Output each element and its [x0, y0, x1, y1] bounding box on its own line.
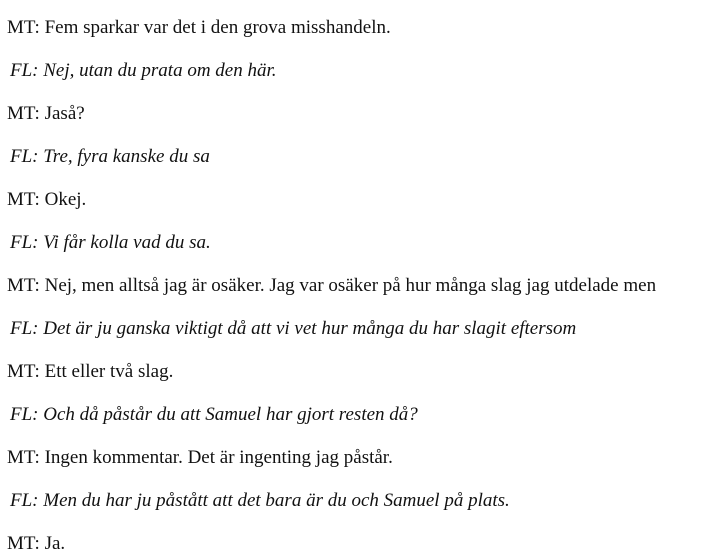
speaker-label: FL: — [10, 490, 39, 511]
speaker-label: FL: — [10, 146, 39, 167]
transcript-line-fl — [10, 143, 210, 171]
speaker-label: FL: — [10, 318, 39, 339]
utterance-text: Ett eller två slag. — [44, 361, 174, 382]
transcript-line-fl — [10, 315, 576, 343]
transcript-line-mt — [7, 186, 86, 214]
speaker-label: FL: — [10, 60, 39, 81]
transcript-line-mt — [7, 14, 391, 42]
utterance-text: Fem sparkar var det i den grova misshandeln. — [44, 17, 391, 38]
utterance-text: Ingen kommentar. Det är ingenting jag påstår. — [44, 447, 393, 468]
speaker-label: MT: — [7, 447, 40, 468]
speaker-label: MT: — [7, 103, 40, 124]
utterance-text: Och då påstår du att Samuel har gjort resten då? — [43, 404, 418, 425]
utterance-text: Tre, fyra kanske du sa — [43, 146, 210, 167]
utterance-text: Ja. — [44, 533, 66, 554]
transcript-line-mt — [7, 358, 173, 386]
speaker-label: MT: — [7, 17, 40, 38]
transcript-line-mt — [7, 530, 65, 554]
speaker-label: MT: — [7, 275, 40, 296]
speaker-label: FL: — [10, 404, 39, 425]
utterance-text: Okej. — [44, 189, 87, 210]
utterance-text: Jaså? — [44, 103, 85, 124]
utterance-text: Nej, men alltså jag är osäker. Jag var osäker på hur många slag jag utdelade men — [44, 275, 657, 296]
speaker-label: MT: — [7, 361, 40, 382]
utterance-text: Men du har ju påstått att det bara är du och Samuel på plats. — [43, 490, 510, 511]
utterance-text: Vi får kolla vad du sa. — [43, 232, 211, 253]
utterance-text: Nej, utan du prata om den här. — [43, 60, 277, 81]
transcript-line-fl — [10, 229, 211, 257]
speaker-label: MT: — [7, 533, 40, 554]
transcript-line-fl — [10, 57, 277, 85]
transcript-line-mt — [7, 100, 85, 128]
transcript-line-mt — [7, 444, 393, 472]
speaker-label: FL: — [10, 232, 39, 253]
transcript-line-fl — [10, 401, 418, 429]
transcript-line-mt — [7, 272, 656, 300]
speaker-label: MT: — [7, 189, 40, 210]
utterance-text: Det är ju ganska viktigt då att vi vet hur många du har slagit eftersom — [43, 318, 577, 339]
transcript-line-fl — [10, 487, 510, 515]
